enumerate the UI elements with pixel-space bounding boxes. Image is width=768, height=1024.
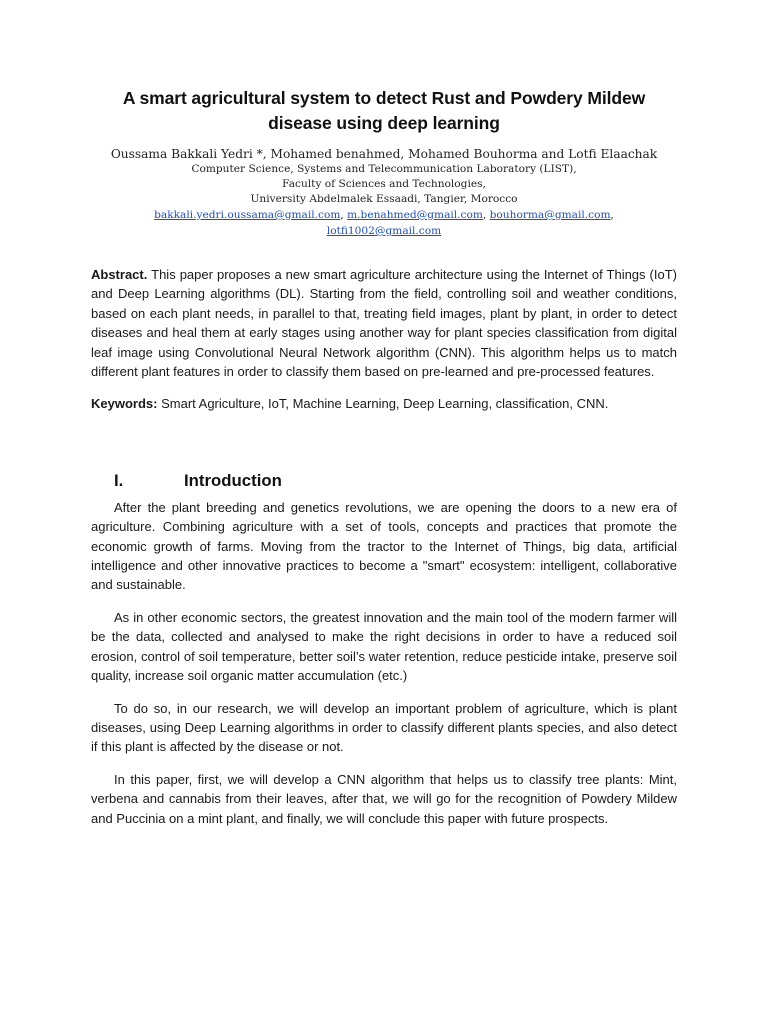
intro-paragraph-3: To do so, in our research, we will develop an important problem of agriculture, which is plant diseases, using Deep Learning algorithms in order to classify different plants species, and also detect if this plant is affected by the disease or not. (91, 700, 677, 755)
affiliation-line-3: University Abdelmalek Essaadi, Tangier, Morocco (250, 193, 518, 205)
email-separator: , (340, 209, 348, 221)
affiliation-line-1: Computer Science, Systems and Telecommunication Laboratory (LIST), (191, 163, 577, 175)
paper-page (91, 86, 677, 841)
section-heading-introduction (91, 470, 677, 492)
email-link-bakkali[interactable]: bakkali.yedri.oussama@gmail.com (154, 209, 341, 221)
abstract-text: This paper proposes a new smart agriculture architecture using the Internet of Things (IoT) and Deep Learning algorithms (DL). Starting from the field, controlling soil and weather conditions, based on each plant needs, in parallel to that, treating field images, plant by plant, in order to detect diseases and heal them at early stages using another way for plant species classification from digital leaf image using Convolutional Neural Network algorithm (CNN). This algorithm helps us to match different plant features in order to classify them based on pre-learned and pre-processed features. (91, 267, 677, 380)
email-link-benahmed[interactable]: m.benahmed@gmail.com (347, 209, 483, 221)
email-link-elaachak[interactable]: lotfi1002@gmail.com (326, 225, 442, 237)
keywords-text: Smart Agriculture, IoT, Machine Learning, Deep Learning, classification, CNN. (161, 396, 609, 412)
email-list (91, 207, 677, 239)
section-title: Introduction (184, 470, 282, 490)
paper-title: A smart agricultural system to detect Rust and Powdery Mildew disease using deep learning (122, 88, 646, 133)
keywords (91, 394, 677, 413)
abstract-label: Abstract. (91, 267, 148, 282)
intro-paragraph-4: In this paper, first, we will develop a CNN algorithm that helps us to classify tree plants: Mint, verbena and cannabis from their leaves, after that, we will go for the recognition of Powdery Mildew and Puccinia on a mint plant, and finally, we will conclude this paper with future prospects. (91, 771, 677, 826)
affiliation-line-2: Faculty of Sciences and Technologies, (282, 178, 486, 190)
author-list: Oussama Bakkali Yedri *, Mohamed benahmed, Mohamed Bouhorma and Lotfi Elaachak (110, 147, 658, 161)
intro-paragraph-1: After the plant breeding and genetics revolutions, we are opening the doors to a new era of agriculture. Combining agriculture with a set of tools, concepts and practices that promote the economic growth of farms. Moving from the tractor to the Internet of Things, big data, artificial intelligence and other innovative practices to become a "smart" ecosystem: intelligent, collaborative and sustainable. (91, 499, 677, 593)
email-separator: , (482, 209, 490, 221)
email-trailing-comma: , (610, 209, 614, 221)
abstract (91, 265, 677, 381)
section-number: I. (114, 470, 124, 490)
email-link-bouhorma[interactable]: bouhorma@gmail.com (489, 209, 611, 221)
intro-paragraph-2: As in other economic sectors, the greatest innovation and the main tool of the modern farmer will be the data, collected and analysed to make the right decisions in order to have a reduced soil erosion, control of soil temperature, better soil’s water retention, reduce pesticide intake, preserve soil quality, increase soil organic matter accumulation (etc.) (91, 609, 677, 684)
keywords-label: Keywords: (91, 396, 158, 412)
